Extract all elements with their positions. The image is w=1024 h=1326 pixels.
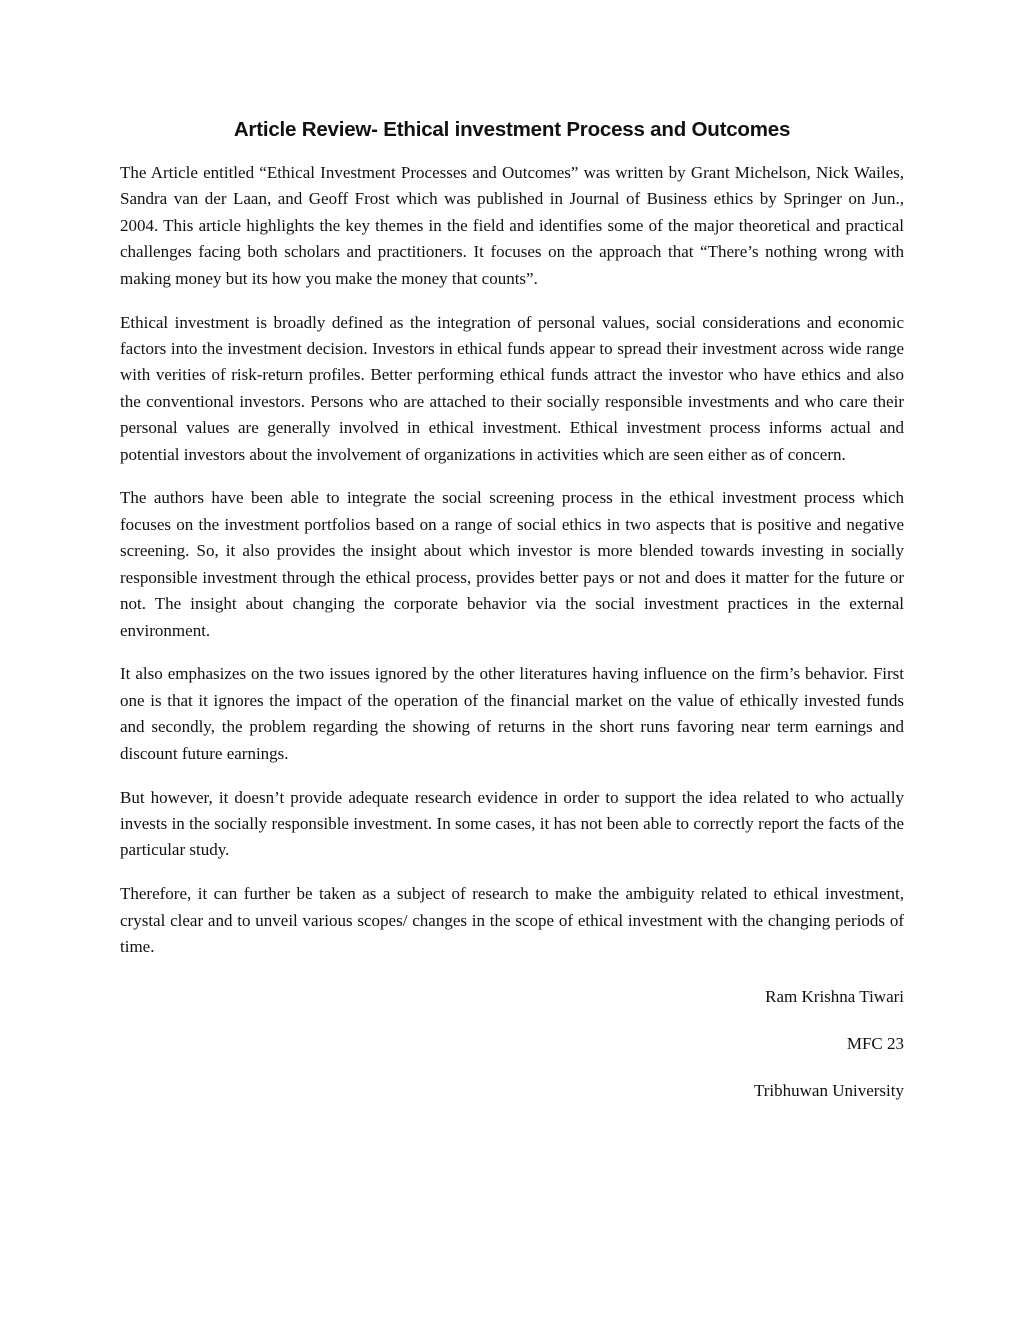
paragraph-issues: It also emphasizes on the two issues ignored by the other literatures having influence on the firm’s behavior. First one is that it ignores the impact of the operation of the financial market on the value of ethically invested funds and secondly, the problem regarding the showing of returns in the short runs favoring near term earnings and discount future earnings.	[120, 664, 904, 763]
author-name: Ram Krishna Tiwari	[765, 987, 904, 1007]
document-title: Article Review- Ethical investment Process and Outcomes	[233, 118, 791, 141]
paragraph-definition: Ethical investment is broadly defined as the integration of personal values, social considerations and economic factors into the investment decision. Investors in ethical funds appear to spread their investment across wide range with verities of risk-return profiles. Better performing ethical funds attract the investor who have ethics and also the conventional investors. Persons who are attached to their socially responsible investments and who care their personal values are generally involved in ethical investment. Ethical investment process informs actual and potential investors about the involvement of organizations in activities which are seen either as of concern.	[120, 312, 904, 464]
author-institution: Tribhuwan University	[753, 1081, 904, 1101]
paragraph-screening: The authors have been able to integrate the social screening process in the ethical investment process which focuses on the investment portfolios based on a range of social ethics in two aspects that is positive and negative screening. So, it also provides the insight about which investor is more blended towards investing in socially responsible investment through the ethical process, provides better pays or not and does it matter for the future or not. The insight about changing the corporate behavior via the social investment practices in the external environment.	[120, 488, 904, 640]
paragraph-conclusion: Therefore, it can further be taken as a subject of research to make the ambiguity related to ethical investment, crystal clear and to unveil various scopes/ changes in the scope of ethical investment with the changing periods of time.	[120, 884, 904, 957]
document-page	[120, 118, 904, 1125]
paragraph-intro: The Article entitled “Ethical Investment Processes and Outcomes” was written by Grant Michelson, Nick Wailes, Sandra van der Laan, and Geoff Frost which was published in Journal of Business ethics by Springer on Jun., 2004. This article highlights the key themes in the field and identifies some of the major theoretical and practical challenges facing both scholars and practitioners. It focuses on the approach that “There’s nothing wrong with making money but its how you make the money that counts”.	[120, 163, 904, 288]
author-program: MFC 23	[846, 1034, 904, 1054]
paragraph-critique: But however, it doesn’t provide adequate research evidence in order to support the idea related to who actually invests in the socially responsible investment. In some cases, it has not been able to correctly report the facts of the particular study.	[120, 787, 904, 860]
signature-block	[120, 984, 904, 1104]
